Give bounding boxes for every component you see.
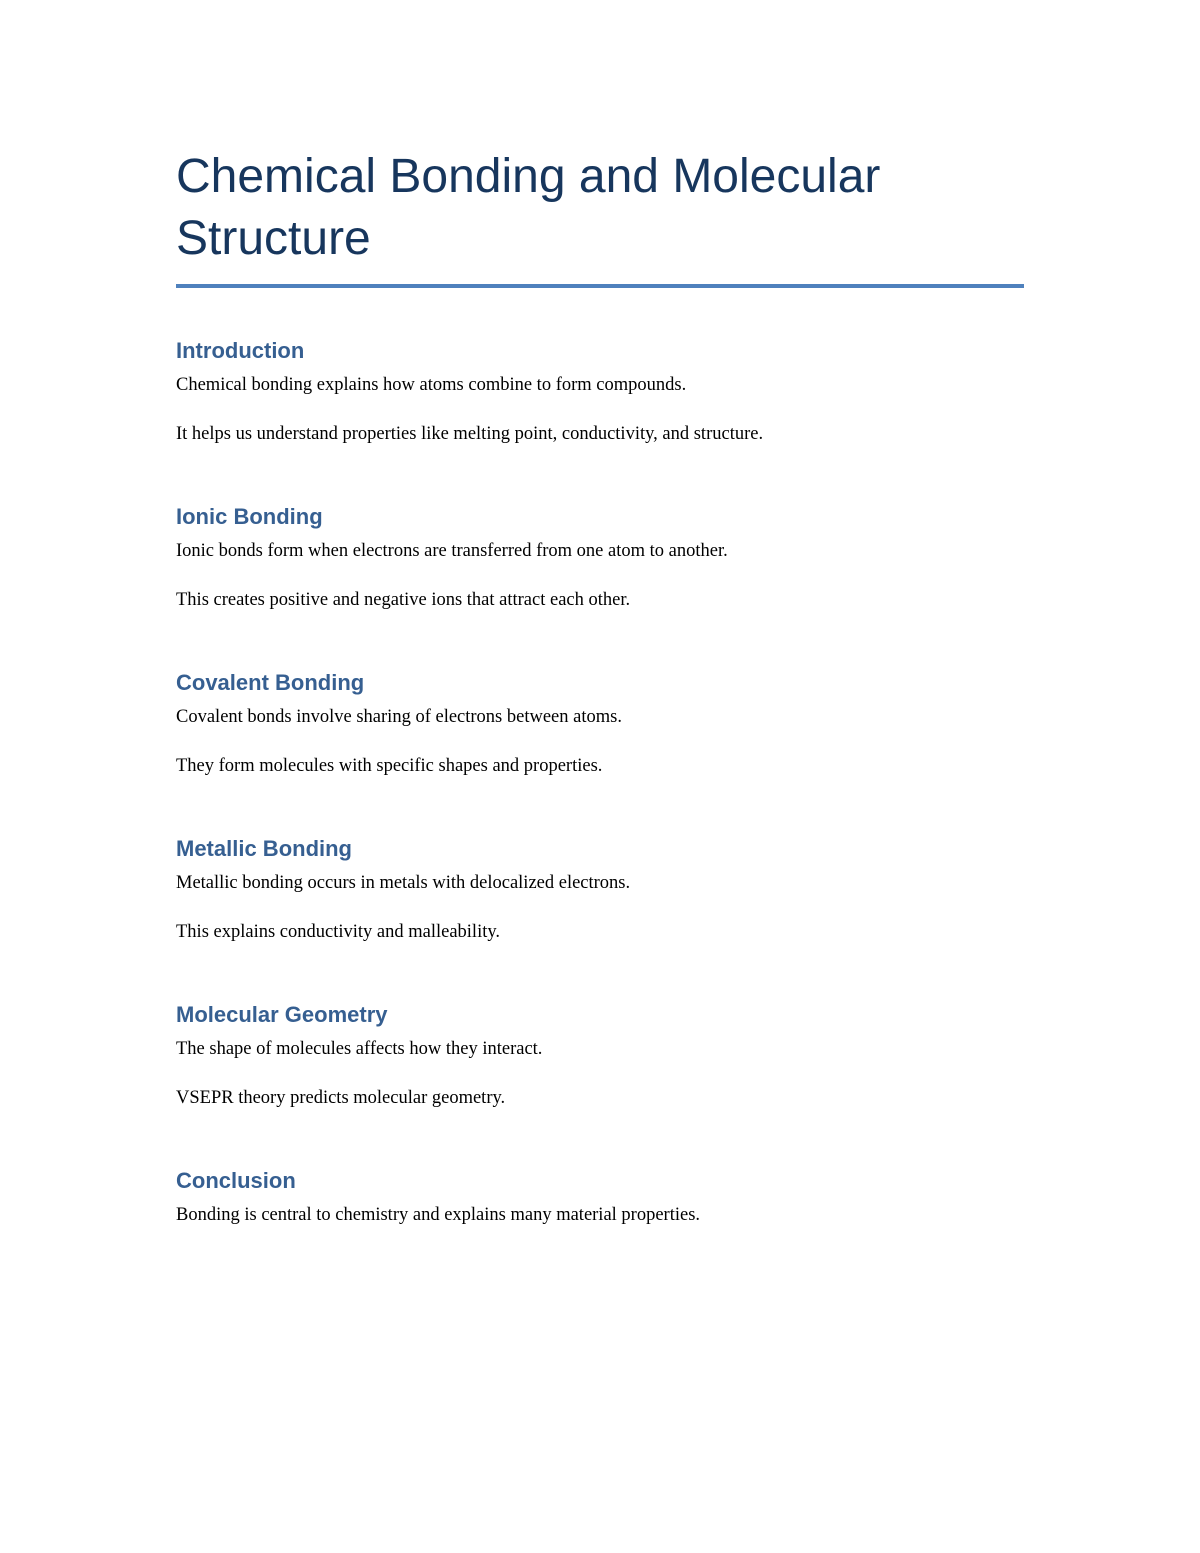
paragraph: Bonding is central to chemistry and explains many material properties.	[176, 1205, 701, 1225]
paragraph: This explains conductivity and malleability.	[176, 922, 501, 942]
section-heading: Introduction	[176, 338, 305, 363]
paragraph: Chemical bonding explains how atoms combine to form compounds.	[176, 375, 687, 395]
section-heading: Covalent Bonding	[176, 670, 365, 695]
section-introduction	[176, 336, 1024, 447]
section-heading: Conclusion	[176, 1168, 296, 1193]
paragraph: Ionic bonds form when electrons are transferred from one atom to another.	[176, 541, 728, 561]
paragraph: VSEPR theory predicts molecular geometry.	[176, 1088, 506, 1108]
section-molecular-geometry	[176, 1000, 1024, 1111]
section-heading: Molecular Geometry	[176, 1002, 388, 1027]
section-heading: Metallic Bonding	[176, 836, 352, 861]
section-covalent-bonding	[176, 668, 1024, 779]
paragraph: They form molecules with specific shapes and properties.	[176, 756, 603, 776]
section-conclusion	[176, 1166, 1024, 1228]
paragraph: Covalent bonds involve sharing of electrons between atoms.	[176, 707, 622, 727]
section-ionic-bonding	[176, 502, 1024, 613]
section-metallic-bonding	[176, 834, 1024, 945]
paragraph: The shape of molecules affects how they interact.	[176, 1039, 543, 1059]
paragraph: This creates positive and negative ions that attract each other.	[176, 590, 631, 610]
paragraph: It helps us understand properties like melting point, conductivity, and structure.	[176, 424, 764, 444]
section-heading: Ionic Bonding	[176, 504, 323, 529]
title-underline-rule	[176, 284, 1024, 288]
document-title: Chemical Bonding and Molecular Structure	[176, 150, 881, 265]
document-content	[176, 146, 1024, 1228]
paragraph: Metallic bonding occurs in metals with delocalized electrons.	[176, 873, 631, 893]
